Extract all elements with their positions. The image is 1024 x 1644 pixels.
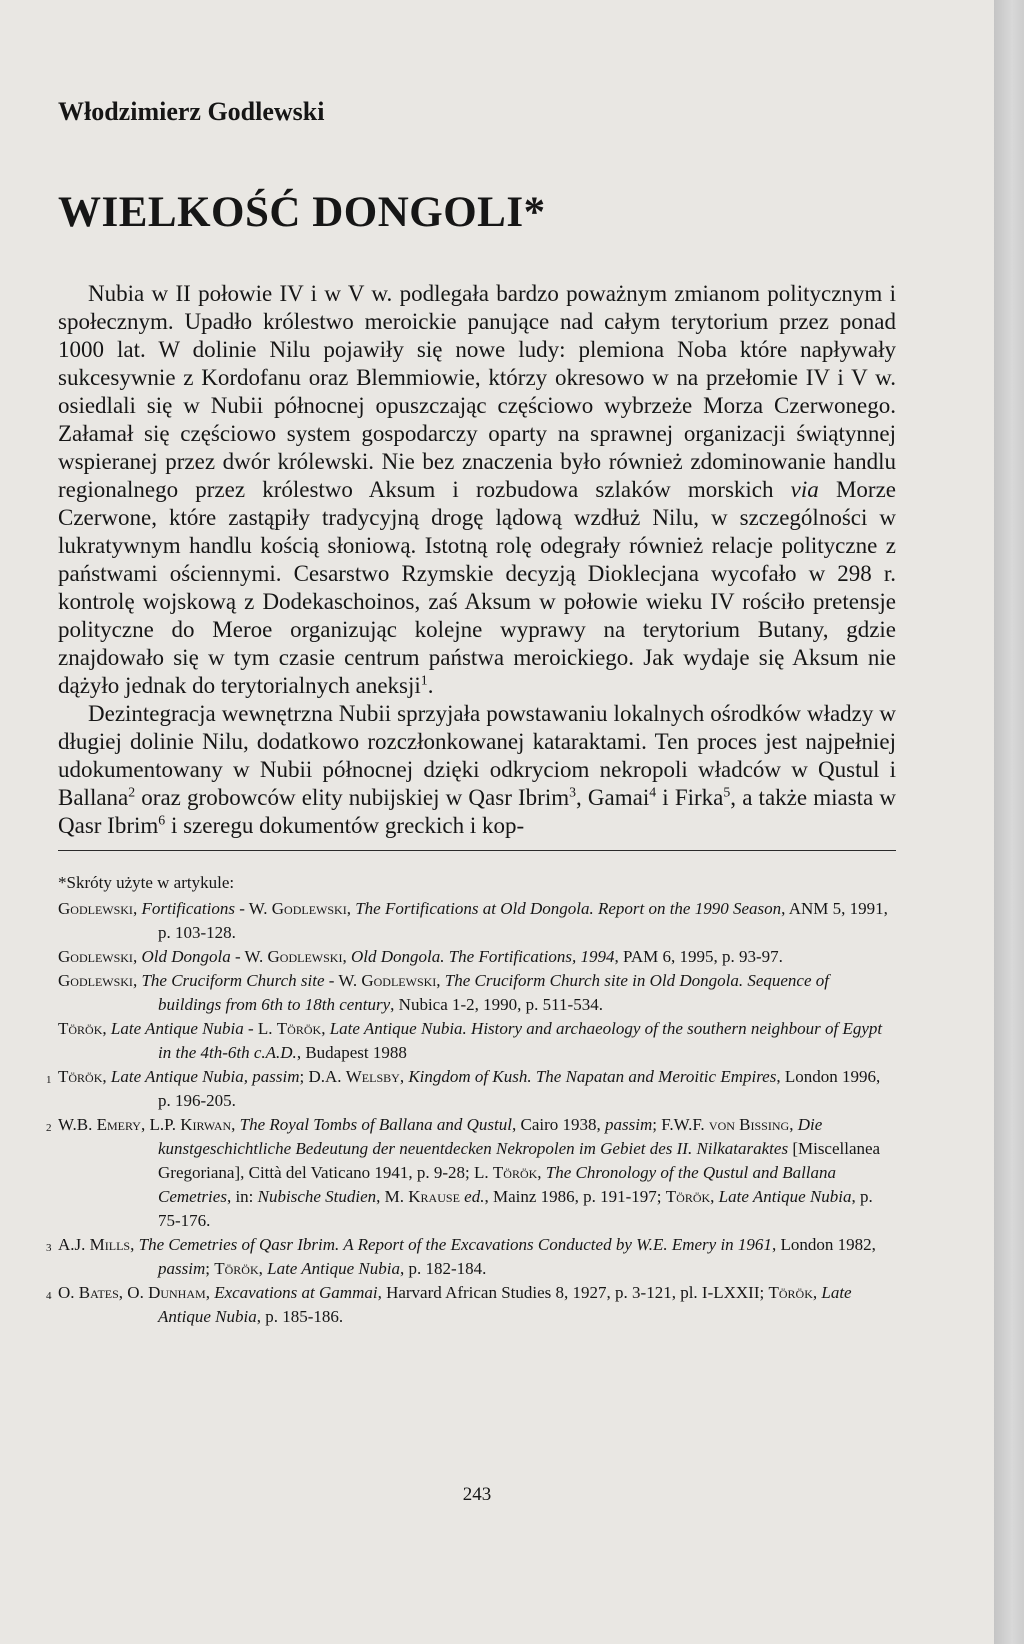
author-surname: Török — [276, 1019, 322, 1038]
italic-text: Late Antique Nubia — [158, 1283, 852, 1326]
author-surname: Welsby — [345, 1067, 400, 1086]
footnote-number: 1 — [46, 1074, 52, 1086]
author-surname: Török — [58, 1067, 103, 1086]
italic-text: Late Antique Nubia. History and archaeology of the southern neighbour of Egypt in the 4th-6th c.A.D. — [158, 1019, 883, 1062]
text-run: , ANM 5, 1991, p. 103-128. — [158, 899, 888, 942]
text-run: , — [258, 1259, 268, 1278]
italic-text: Late Antique Nubia — [110, 1019, 244, 1038]
text-run: , Cairo 1938, — [512, 1115, 606, 1134]
text-run: , — [130, 1235, 139, 1254]
text-run: , — [132, 899, 142, 918]
footnote — [58, 1017, 896, 1065]
text-run: , — [132, 947, 142, 966]
footnote — [46, 1233, 896, 1281]
author-surname: Godlewski — [58, 971, 133, 990]
text-run: , — [102, 1019, 111, 1038]
author-surname: Bates — [78, 1283, 119, 1302]
text-run: , — [537, 1163, 546, 1182]
footnote-ref: 1 — [420, 672, 428, 688]
article-title: WIELKOŚĆ DONGOLI* — [58, 189, 546, 236]
text-run: - W. — [234, 899, 272, 918]
footnote-text — [58, 947, 783, 966]
author-surname: Dunham — [148, 1283, 206, 1302]
text-run: i szeregu dokumentów greckich i kop- — [165, 813, 525, 838]
italic-text: passim — [158, 1259, 206, 1278]
footnote-ref: 5 — [723, 784, 731, 800]
author-surname: von Bissing — [708, 1115, 790, 1134]
text-run: i Firka — [656, 785, 724, 810]
footnote-text — [58, 1115, 880, 1230]
text-run: , — [399, 1067, 409, 1086]
text-run: - W. — [230, 947, 268, 966]
text-run: , Gamai — [576, 785, 650, 810]
text-run: , — [710, 1187, 719, 1206]
footnote — [58, 945, 896, 969]
text-run: , — [436, 971, 445, 990]
text-run: , p. 182-184. — [399, 1259, 487, 1278]
text-run: oraz grobowców elity nubijskiej w Qasr Ibrim — [135, 785, 570, 810]
scanner-edge — [994, 0, 1024, 1644]
text-run: , L.P. — [140, 1115, 181, 1134]
italic-text: via — [790, 477, 819, 502]
footnote-text — [58, 1283, 852, 1326]
author-surname: Godlewski — [361, 971, 437, 990]
text-run: , — [789, 1115, 798, 1134]
text-run: Morze Czerwone, które zastąpiły tradycyjną drogę lądową wzdłuż Nilu, w szczególności w lukratywnym handlu kością słoniową. Istotną rolę odegrały również relacje polityczne z państwami ościennymi. Cesarstwo Rzymskie decyzją Dioklecjana wycofało w 298 r. kontrolę wojskową z Dodekaschoinos, zaś Aksum w połowie wieku IV rościło pretensje polityczne do Meroe organizując kolejne wyprawy na terytorium Butany, gdzie znajdowało się w tym czasie centrum państwa meroickiego. Jak wydaje się Aksum nie dążyło jednak do terytorialnych aneksji — [58, 477, 896, 698]
footnote-number: 3 — [46, 1242, 52, 1254]
footnote — [46, 1065, 896, 1113]
italic-text: The Cemetries of Qasr Ibrim. A Report of the Excavations Conducted by W.E. Emery in 1961 — [138, 1235, 772, 1254]
footnote-ref: 4 — [649, 784, 657, 800]
footnotes — [46, 871, 896, 1329]
italic-text: passim — [605, 1115, 653, 1134]
body-text — [58, 280, 896, 840]
text-run: , — [102, 1067, 111, 1086]
footnote-number: 4 — [46, 1290, 52, 1302]
text-run: , Nubica 1-2, 1990, p. 511-534. — [390, 995, 603, 1014]
text-run: , — [812, 1283, 822, 1302]
author-surname: Török — [768, 1283, 813, 1302]
author-surname: Godlewski — [271, 899, 347, 918]
paragraph — [58, 700, 896, 840]
italic-text: Late Antique Nubia — [718, 1187, 852, 1206]
text-run: , in: — [226, 1187, 258, 1206]
italic-text: Fortifications — [141, 899, 235, 918]
author-surname: Török — [58, 1019, 103, 1038]
italic-text: Kingdom of Kush. The Napatan and Meroitic Empires — [408, 1067, 777, 1086]
italic-text: Nubische Studien — [257, 1187, 377, 1206]
text-run: , London 1982, — [771, 1235, 876, 1254]
italic-text: Old Dongola — [141, 947, 231, 966]
footnotes-heading: *Skróty użyte w artykule: — [58, 873, 235, 892]
footnote-text — [58, 971, 829, 1014]
text-run: , Mainz 1986, p. 191-197; — [484, 1187, 666, 1206]
text-run: , Budapest 1988 — [296, 1043, 407, 1062]
text-run: ; F.W.F. — [652, 1115, 709, 1134]
text-run: W.B. — [58, 1115, 97, 1134]
text-run: , Harvard African Studies 8, 1927, p. 3-121, pl. I-LXXII; — [377, 1283, 769, 1302]
italic-text: The Chronology of the Qustul and Ballana Cemetries — [158, 1163, 837, 1206]
author-surname: Emery — [96, 1115, 141, 1134]
text-run: , — [132, 971, 142, 990]
footnote-number: 2 — [46, 1122, 52, 1134]
text-run: Dezintegracja wewnętrzna Nubii sprzyjała powstawaniu lokalnych ośrodków władzy w długiej dolinie Nilu, dodatkowo rozczłonkowanej kataraktami. Ten proces jest najpełniej udokumentowany w Nubii północnej dzięki odkryciom nekropoli władców w Qustul i Ballana — [58, 701, 896, 810]
author-surname: Kirwan — [180, 1115, 232, 1134]
text-run: , PAM 6, 1995, p. 93-97. — [614, 947, 783, 966]
footnote — [58, 897, 896, 945]
text-run: , — [205, 1283, 215, 1302]
text-run: , London 1996, p. 196-205. — [158, 1067, 881, 1110]
author-surname: Török — [665, 1187, 711, 1206]
italic-text: The Cruciform Church site in Old Dongola. Sequence of buildings from 6th to 18th century — [158, 971, 829, 1014]
text-run: , — [231, 1115, 240, 1134]
italic-text: ed. — [464, 1187, 485, 1206]
author-surname: Mills — [89, 1235, 131, 1254]
text-run: , M. — [376, 1187, 409, 1206]
footnote-text — [58, 899, 888, 942]
page-number: 243 — [462, 1484, 492, 1505]
author-surname: Godlewski — [58, 899, 133, 918]
italic-text: Late Antique Nubia — [267, 1259, 400, 1278]
text-run: ; D.A. — [299, 1067, 346, 1086]
text-run: [Miscellanea Gregoriana], Città del Vaticano 1941, p. 9-28; L. — [158, 1139, 881, 1182]
footnote-text — [58, 1235, 876, 1278]
text-run: - L. — [243, 1019, 277, 1038]
text-run: , p. 185-186. — [256, 1307, 344, 1326]
italic-text: Die kunstgeschichtliche Bedeutung der neuentdecken Nekropolen im Gebiet des II. Nilkataraktes — [158, 1115, 823, 1158]
footnote-ref: 2 — [128, 784, 136, 800]
footnote — [46, 1113, 896, 1233]
text-run: , — [346, 899, 356, 918]
text-run: Nubia w II połowie IV i w V w. podlegała bardzo poważnym zmianom politycznym i społecznym. Upadło królestwo meroickie panujące nad całym terytorium przez ponad 1000 lat. W dolinie Nilu pojawiły się nowe ludy: plemiona Noba które napływały sukcesywnie z Kordofanu oraz Blemmiowie, którzy okresowo w na przełomie IV i V w. osiedlali się w Nubii północnej opuszczając częściowo wybrzeże Morza Czerwonego. Załamał się częściowo system gospodarczy oparty na sprawnej organizacji świątynnej wspieranej przez dwór królewski. Nie bez znaczenia było również zdominowanie handlu regionalnego przez królestwo Aksum i rozbudowa szlaków morskich — [58, 281, 896, 502]
footnote-ref: 3 — [569, 784, 577, 800]
text-run: . — [427, 673, 434, 698]
footnote — [46, 1281, 896, 1329]
footnote — [58, 969, 896, 1017]
footnote-divider — [58, 850, 896, 851]
text-run: A.J. — [58, 1235, 90, 1254]
author-surname: Godlewski — [58, 947, 133, 966]
italic-text: Late Antique Nubia, passim — [110, 1067, 300, 1086]
paragraph — [58, 280, 896, 700]
text-run: , — [342, 947, 351, 966]
footnote-ref: 6 — [158, 812, 166, 828]
italic-text: The Royal Tombs of Ballana and Qustul — [239, 1115, 512, 1134]
author-name: Włodzimierz Godlewski — [58, 97, 325, 126]
footnote-text — [58, 1019, 882, 1062]
author-surname: Krause — [408, 1187, 460, 1206]
italic-text: The Fortifications at Old Dongola. Report on the 1990 Season — [355, 899, 782, 918]
text-run: , a także miasta w Qasr Ibrim — [58, 785, 897, 838]
text-run: - W. — [324, 971, 362, 990]
author-surname: Török — [214, 1259, 259, 1278]
italic-text: The Cruciform Church site — [141, 971, 325, 990]
text-run: , O. — [118, 1283, 149, 1302]
author-surname: Török — [492, 1163, 538, 1182]
page-content — [46, 96, 897, 1505]
italic-text: Excavations at Gammai — [214, 1283, 378, 1302]
text-run: , p. 75-176. — [158, 1187, 873, 1230]
footnote-text — [58, 1067, 880, 1110]
italic-text: Old Dongola. The Fortifications, 1994 — [350, 947, 615, 966]
text-run: ; — [205, 1259, 215, 1278]
text-run: O. — [58, 1283, 79, 1302]
author-surname: Godlewski — [267, 947, 343, 966]
text-run: , — [321, 1019, 330, 1038]
